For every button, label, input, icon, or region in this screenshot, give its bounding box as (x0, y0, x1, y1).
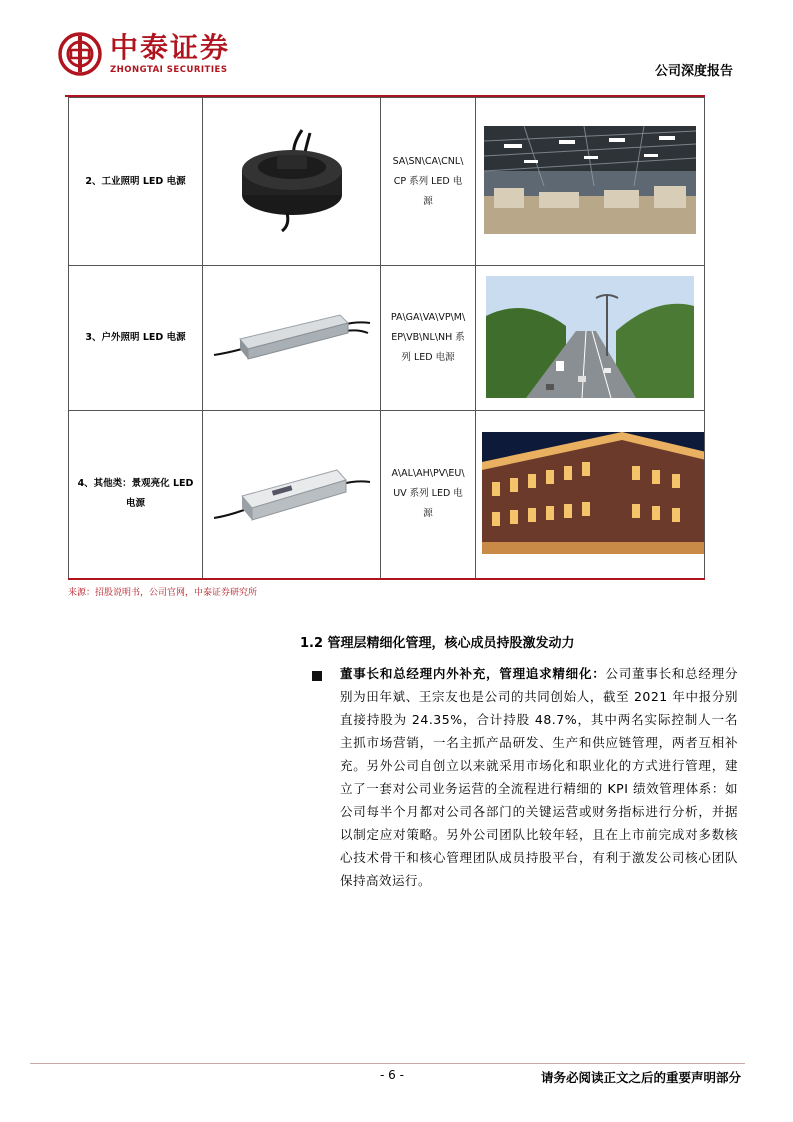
product-image-cell (203, 411, 381, 579)
scene-image-cell (476, 266, 705, 411)
ufo-driver-image (232, 125, 352, 235)
table-row (69, 411, 705, 579)
table-row (69, 98, 705, 266)
body-paragraph (340, 662, 738, 892)
paragraph-lead: 董事长和总经理内外补充，管理追求精细化： (340, 666, 606, 681)
page-number: - 6 - (380, 1068, 404, 1082)
series-cell: SA\SN\CA\CNL\ CP 系列 LED 电 源 (381, 98, 476, 266)
table-source: 来源：招股说明书，公司官网，中泰证券研究所 (68, 588, 258, 598)
highway-photo (486, 276, 694, 398)
report-type: 公司深度报告 (654, 64, 733, 79)
footer-disclaimer: 请务必阅读正文之后的重要声明部分 (540, 1070, 741, 1085)
product-table (68, 97, 705, 580)
paragraph-body: 公司董事长和总经理分别为田年斌、王宗友也是公司的共同创始人，截至 2021 年中报分别直接持股为 24.35%，合计持股 48.7%，其中两名实际控制人一名主抓市场营销，一名主抓产品研发、生产和供应链管理，两者互相补充。另外公司自创立以来就采用市场化和职业化的方式进行管理，建立了一套对公司业务运营的全流程进行精细的 KPI 绩效管理体系：如公司每半个月都对公司各部门的关键运营或财务指标进行分析，并据以制定应对策略。另外公司团队比较年轻，且在上市前完成对多数核心技术骨干和核心管理团队成员持股平台，有利于激发公司核心团队保持高效运行。 (340, 666, 738, 888)
linear-driver-image (212, 297, 372, 377)
bullet-square-icon (312, 671, 322, 681)
category-cell: 2、工业照明 LED 电源 (69, 98, 203, 266)
linear-driver-image-2 (212, 448, 372, 538)
footer-divider (30, 1063, 745, 1064)
category-cell: 3、户外照明 LED 电源 (69, 266, 203, 411)
product-image-cell (203, 266, 381, 411)
scene-image-cell (476, 98, 705, 266)
brand-name-cn: 中泰证券 (110, 31, 231, 64)
section-title: 1.2 管理层精细化管理，核心成员持股激发动力 (300, 636, 575, 651)
warehouse-photo (484, 126, 696, 234)
table-row (69, 266, 705, 411)
series-cell: PA\GA\VA\VP\M\ EP\VB\NL\NH 系 列 LED 电源 (381, 266, 476, 411)
building-night-photo (482, 432, 705, 554)
category-cell: 4、其他类：景观亮化 LED 电源 (69, 411, 203, 579)
brand-name-en: ZHONGTAI SECURITIES (110, 65, 228, 75)
product-image-cell (203, 98, 381, 266)
scene-image-cell (476, 411, 705, 579)
zhongtai-logo-icon (58, 32, 102, 76)
series-cell: A\AL\AH\PV\EU\ UV 系列 LED 电 源 (381, 411, 476, 579)
